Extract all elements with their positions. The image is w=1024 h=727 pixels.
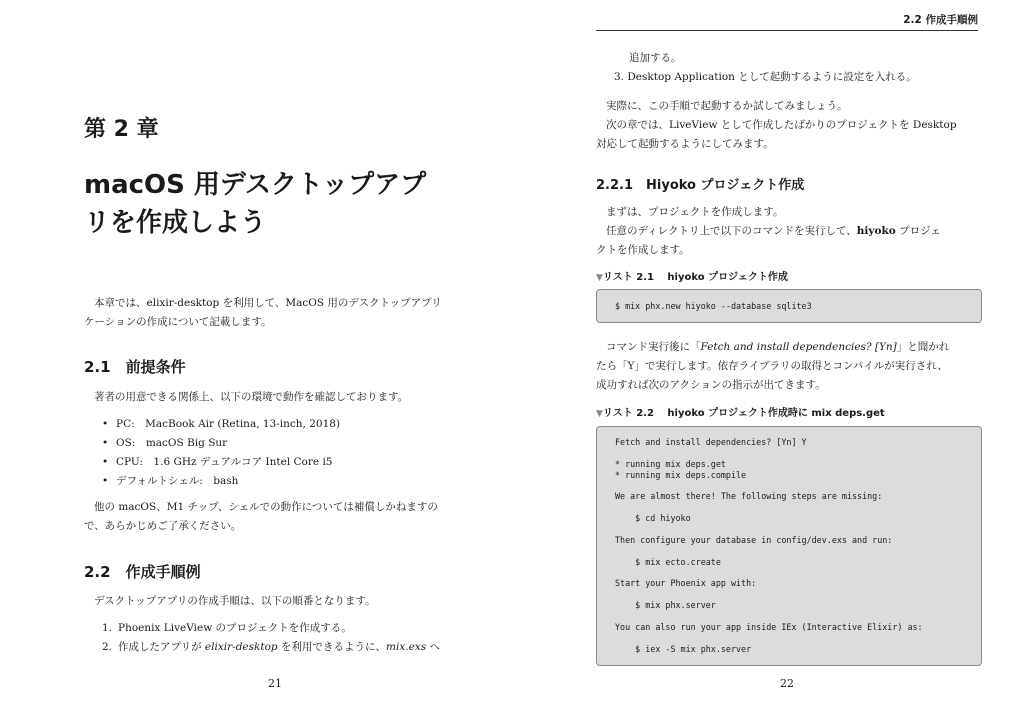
listing-caption-text: リスト 2.2 hiyoko プロジェクト作成時に mix deps.get [602,408,885,419]
listing-2-1-code-block [596,289,982,323]
section-2-2-1-heading: 2.2.1 Hiyoko プロジェクト作成 [596,178,805,193]
listing-caption-text: リスト 2.1 hiyoko プロジェクト作成 [602,272,788,283]
code-line: $ cd hiyoko [615,513,691,523]
list-item: • OS: macOS Big Sur [116,434,340,453]
step-text: Desktop Application として起動するように設定を入れる。 [627,71,917,83]
step-emphasis: elixir-desktop [204,641,278,653]
paragraph-5 [596,338,996,395]
paragraph-5-line3: 成功すれば次のアクションの指示が出てきます。 [596,379,826,391]
environment-list [116,415,340,491]
listing-2-1-caption [596,268,788,283]
paragraph-2-line1: 次の章では、LiveView として作成したばかりのプロジェクトを Desktop [606,119,957,131]
paragraph-4-bold: hiyoko [856,225,896,237]
code-line: $ iex -S mix phx.server [615,644,752,654]
paragraph-4-text: プロジェ [895,225,941,237]
intro-line2: ケーションの作成について記載します。 [84,316,272,328]
step-text: へ [426,641,440,653]
step-text: Phoenix LiveView のプロジェクトを作成する。 [118,622,352,634]
code-line: Then configure your database in config/dev.exs and run: [615,535,893,545]
list-item [102,638,440,657]
code-line: * running mix deps.get [615,459,726,469]
intro-paragraph [84,294,464,332]
page-number: 22 [780,677,794,690]
step-number: 1. [102,622,113,634]
triangle-icon: ▼ [596,409,603,419]
paragraph-2 [596,116,991,154]
note-paragraph [84,498,474,536]
chapter-label: 第 2 章 [84,117,159,142]
triangle-icon: ▼ [596,273,603,283]
section-2-1-heading: 2.1 前提条件 [84,358,186,376]
paragraph-3: まずは、プロジェクトを作成します。 [606,206,784,218]
code-line: We are almost there! The following steps are missing: [615,491,883,501]
paragraph-4 [596,222,991,260]
paragraph-4-text: 任意のディレクトリ上で以下のコマンドを実行して、 [606,225,857,237]
code-line: $ mix phx.new hiyoko --database sqlite3 [615,301,812,311]
step-number: 3. [614,71,625,83]
step-text: 作成したアプリが [118,641,205,653]
paragraph-5-text: コマンド実行後に「 [606,341,701,353]
step3-item [614,68,994,87]
section-2-2-text: デスクトップアプリの作成手順は、以下の順番となります。 [94,595,376,607]
code-line: Start your Phoenix app with: [615,578,757,588]
paragraph-5-emphasis: Fetch and install dependencies? [Yn] [700,341,897,353]
page-number: 21 [268,677,282,690]
list-item [102,619,440,638]
steps-list [102,619,440,657]
code-line: $ mix phx.server [615,600,716,610]
paragraph-5-line2: たら「Y」で実行します。依存ライブラリの取得とコンパイルが実行され、 [596,360,948,372]
chapter-title-line2: リを作成しよう [84,208,267,238]
list-item: • デフォルトシェル: bash [116,472,340,491]
section-2-2-heading: 2.2 作成手順例 [84,563,201,581]
step2-continuation: 追加する。 [629,52,682,64]
step-emphasis: mix.exs [386,641,427,653]
list-item: • PC: MacBook Air (Retina, 13-inch, 2018) [116,415,340,434]
step-number: 2. [102,641,113,653]
step-text: を利用できるように、 [277,641,386,653]
header-rule [596,30,978,31]
listing-2-2-code-block [596,426,982,666]
code-line: You can also run your app inside IEx (Interactive Elixir) as: [615,622,923,632]
code-line: * running mix deps.compile [615,470,747,480]
paragraph-2-line2: 対応して起動するようにしてみます。 [596,138,774,150]
chapter-title [84,166,464,242]
intro-line1: 本章では、elixir-desktop を利用して、MacOS 用のデスクトップアプリ [94,297,442,309]
chapter-title-line1: macOS 用デスクトップアプ [84,170,427,200]
right-page [512,0,1024,727]
running-head: 2.2 作成手順例 [903,14,978,26]
section-2-1-text: 著者の用意できる関係上、以下の環境で動作を確認しております。 [94,391,409,403]
paragraph-4-line2: クトを作成します。 [596,244,690,256]
code-line: Fetch and install dependencies? [Yn] Y [615,437,807,447]
paragraph-5-text: 」と聞かれ [896,341,950,353]
listing-2-2-caption [596,404,885,419]
note-line2: で、あらかじめご了承ください。 [84,520,242,532]
code-line: $ mix ecto.create [615,557,721,567]
paragraph-1: 実際に、この手順で起動するか試してみましょう。 [606,100,848,112]
note-line1: 他の macOS、M1 チップ、シェルでの動作については補償しかねますの [94,501,438,513]
list-item: • CPU: 1.6 GHz デュアルコア Intel Core i5 [116,453,340,472]
